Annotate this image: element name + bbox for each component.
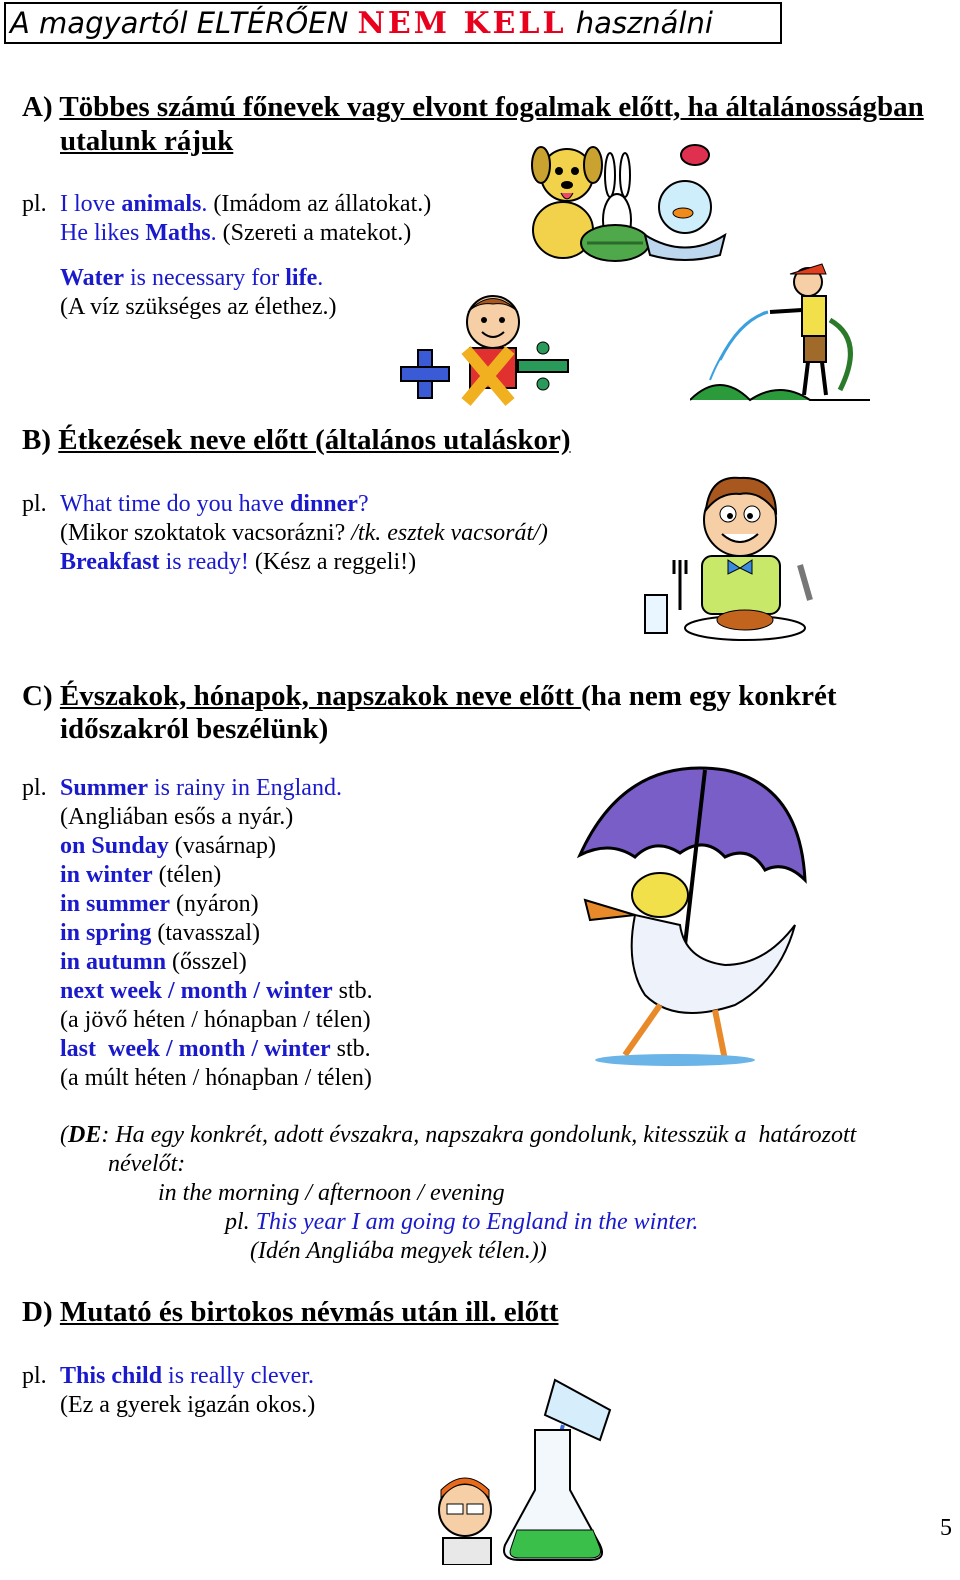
note-example: pl. This year I am going to England in the winter. bbox=[225, 1209, 699, 1235]
section-b-example-1-translation: (Mikor szoktatok vacsorázni? /tk. esztek vacsorát/) bbox=[60, 520, 548, 546]
boy-eating-clipart bbox=[640, 470, 835, 645]
chemist-clipart bbox=[435, 1370, 615, 1565]
note-line-1: (DE: Ha egy konkrét, adott évszakra, napszakra gondolunk, kitesszük a határozott bbox=[60, 1122, 857, 1148]
section-a-example-2: He likes Maths. (Szereti a matekot.) bbox=[60, 220, 412, 246]
section-d-heading: D) Mutató és birtokos névmás után ill. előtt bbox=[22, 1296, 559, 1328]
section-c-next-translation: (a jövő héten / hónapban / télen) bbox=[60, 1007, 371, 1033]
section-d-example-1: pl. This child is really clever. bbox=[22, 1363, 314, 1389]
watering-man-clipart bbox=[690, 250, 880, 410]
note-line-2: névelőt: bbox=[108, 1151, 186, 1177]
page-number: 5 bbox=[940, 1515, 952, 1541]
section-c-example-1-translation: (Angliában esős a nyár.) bbox=[60, 804, 294, 830]
list-item: in autumn (ősszel) bbox=[60, 949, 247, 975]
section-d-example-1-translation: (Ez a gyerek igazán okos.) bbox=[60, 1392, 316, 1418]
note-line-3: in the morning / afternoon / evening bbox=[158, 1180, 505, 1206]
section-b-example-1: pl. What time do you have dinner? bbox=[22, 491, 369, 517]
section-a-heading: A) Többes számú főnevek vagy elvont fogalmak előtt, ha általánosságban bbox=[22, 91, 924, 123]
section-a-heading-line2: utalunk rájuk bbox=[60, 125, 234, 157]
duck-umbrella-clipart bbox=[565, 765, 810, 1070]
note-example-translation: (Idén Angliába megyek télen.)) bbox=[250, 1238, 547, 1264]
section-c-example-1: pl. Summer is rainy in England. bbox=[22, 775, 342, 801]
section-c-last: last week / month / winter stb. bbox=[60, 1036, 371, 1062]
section-a-example-1: pl. I love animals. (Imádom az állatokat.) bbox=[22, 191, 432, 217]
section-c-last-translation: (a múlt héten / hónapban / télen) bbox=[60, 1065, 372, 1091]
section-a-example-3-translation: (A víz szükséges az élethez.) bbox=[60, 294, 337, 320]
section-c-next: next week / month / winter stb. bbox=[60, 978, 373, 1004]
list-item: in summer (nyáron) bbox=[60, 891, 259, 917]
list-item: on Sunday (vasárnap) bbox=[60, 833, 277, 859]
list-item: in spring (tavasszal) bbox=[60, 920, 260, 946]
section-c-heading: C) Évszakok, hónapok, napszakok neve előtt (ha nem egy konkrét bbox=[22, 680, 837, 712]
section-b-example-2: Breakfast is ready! (Kész a reggeli!) bbox=[60, 549, 417, 575]
page-title: A magyartól ELTÉRŐEN NEM KELL használni bbox=[4, 2, 782, 44]
boy-math-symbols-clipart bbox=[398, 290, 578, 410]
section-c-heading-line2: időszakról beszélünk) bbox=[60, 713, 329, 745]
title-emphasis: NEM KELL bbox=[357, 6, 567, 41]
section-b-heading: B) Étkezések neve előtt (általános utaláskor) bbox=[22, 424, 571, 456]
section-a-example-3: Water is necessary for life. bbox=[60, 265, 324, 291]
list-item: in winter (télen) bbox=[60, 862, 222, 888]
animals-clipart bbox=[525, 135, 730, 265]
